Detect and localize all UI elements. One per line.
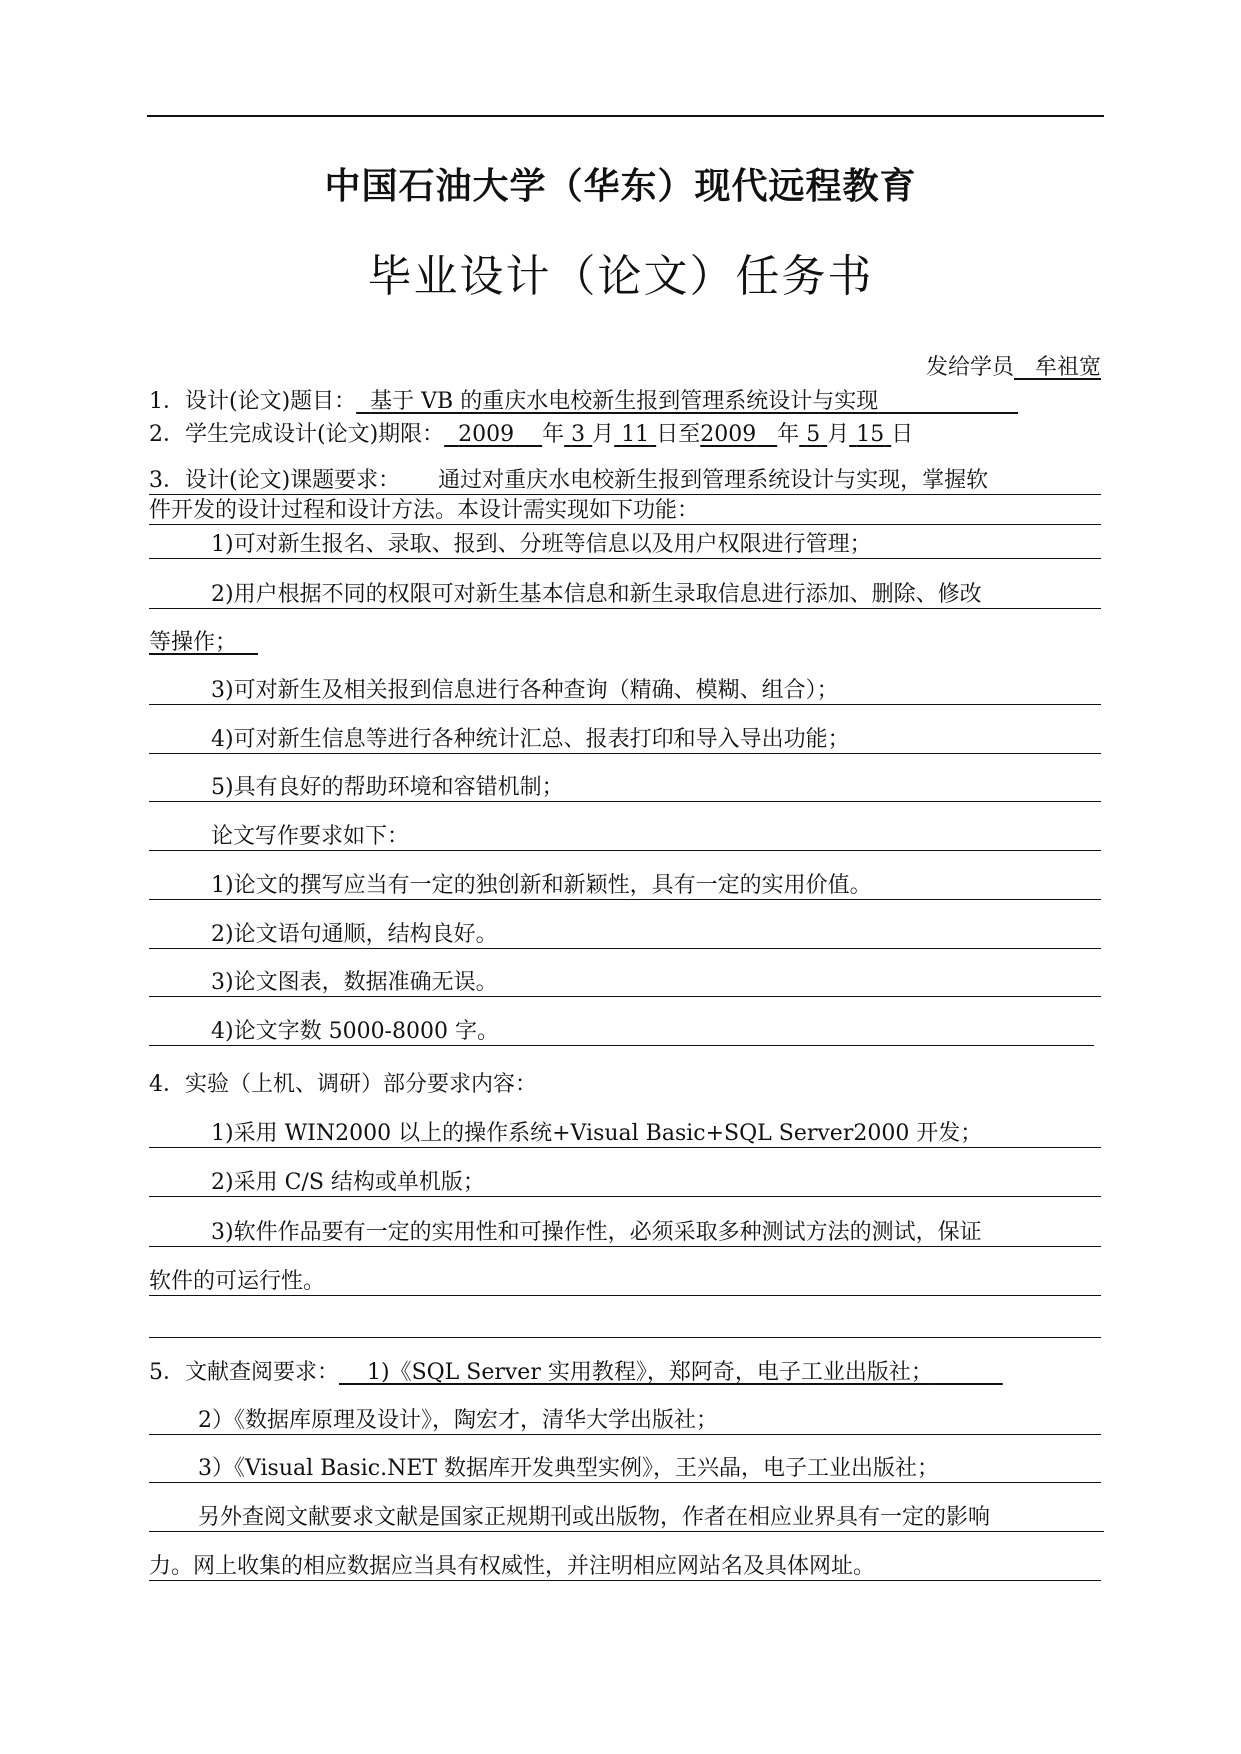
ref-3: 3）《Visual Basic.NET 数据库开发典型实例》，王兴晶，电子工业出版社； (149, 1451, 1101, 1483)
req-line-1: 1)可对新生报名、录取、报到、分班等信息以及用户权限进行管理； (149, 527, 1101, 559)
day-text-2: 日 (891, 422, 914, 447)
item4-label: 4．实验（上机、调研）部分要求内容： (149, 1072, 537, 1097)
item2-label: 2．学生完成设计(论文)期限： (149, 422, 445, 447)
item5-label: 5．文献查阅要求： (149, 1360, 339, 1385)
exp-req-3b: 软件的可运行性。 (149, 1264, 1101, 1296)
start-year: 2009 (458, 422, 515, 447)
req-line-2b: 等操作； (149, 630, 238, 655)
ref-1: 1)《SQL Server 实用教程》，郑阿奇，电子工业出版社； (366, 1360, 933, 1385)
end-year: 2009 (700, 422, 757, 447)
month-text-2: 月 (827, 422, 850, 447)
req-line-2: 2)用户根据不同的权限可对新生基本信息和新生录取信息进行添加、删除、修改 (149, 577, 1101, 609)
req-line-3: 3)可对新生及相关报到信息进行各种查询（精确、模糊、组合）； (149, 673, 1101, 705)
req-line-4: 4)可对新生信息等进行各种统计汇总、报表打印和导入导出功能； (149, 722, 1101, 754)
blank-line (149, 1310, 1101, 1338)
writing-req-1: 1)论文的撰写应当有一定的独创新和新颖性，具有一定的实用价值。 (149, 868, 1101, 900)
month-text-1: 月 (592, 422, 615, 447)
exp-req-3: 3)软件作品要有一定的实用性和可操作性，必须采取多种测试方法的测试，保证 (149, 1215, 1101, 1247)
writing-req-4: 4)论文字数 5000-8000 字。 (149, 1014, 1094, 1046)
item3-line1 (149, 463, 1101, 495)
item1-label: 1．设计(论文)题目： (149, 389, 357, 414)
start-day: 11 (621, 422, 650, 447)
exp-req-1: 1)采用 WIN2000 以上的操作系统+Visual Basic+SQL Server2000 开发； (149, 1116, 1101, 1148)
writing-heading: 论文写作要求如下： (149, 819, 1101, 851)
day-to-text: 日至 (656, 422, 701, 447)
top-rule (147, 115, 1104, 117)
writing-req-2: 2)论文语句通顺，结构良好。 (149, 917, 1101, 949)
item3-label: 3．设计(论文)课题要求： (149, 468, 401, 493)
req-line-5: 5)具有良好的帮助环境和容错机制； (149, 770, 1101, 802)
document-title: 毕业设计（论文）任务书 (367, 251, 874, 302)
item3-text: 通过对重庆水电校新生报到管理系统设计与实现，掌握软 (438, 468, 989, 493)
end-month: 5 (806, 422, 821, 447)
item2-line (149, 417, 1101, 448)
year-text-2: 年 (777, 422, 800, 447)
item3-line2: 件开发的设计过程和设计方法。本设计需实现如下功能： (149, 493, 1101, 525)
writing-req-3: 3)论文图表，数据准确无误。 (149, 965, 1101, 997)
start-month: 3 (571, 422, 586, 447)
ref-note-1: 另外查阅文献要求文献是国家正规期刊或出版物，作者在相应业界具有一定的影响 (149, 1500, 1104, 1532)
item1-line (149, 384, 1101, 415)
year-text-1: 年 (542, 422, 565, 447)
issuer-line (926, 350, 1101, 381)
exp-req-2: 2)采用 C/S 结构或单机版； (149, 1165, 1101, 1197)
school-title: 中国石油大学（华东）现代远程教育 (324, 165, 917, 207)
issuer-label: 发给学员 (925, 355, 1014, 380)
item5-line (149, 1355, 1101, 1386)
issuer-name: 牟祖宽 (1034, 355, 1101, 380)
ref-2: 2）《数据库原理及设计》，陶宏才，清华大学出版社； (149, 1403, 1101, 1435)
item1-value: 基于 VB 的重庆水电校新生报到管理系统设计与实现 (370, 389, 879, 414)
end-day: 15 (856, 422, 885, 447)
ref-note-2: 力。网上收集的相应数据应当具有权威性，并注明相应网站名及具体网址。 (149, 1549, 1101, 1581)
